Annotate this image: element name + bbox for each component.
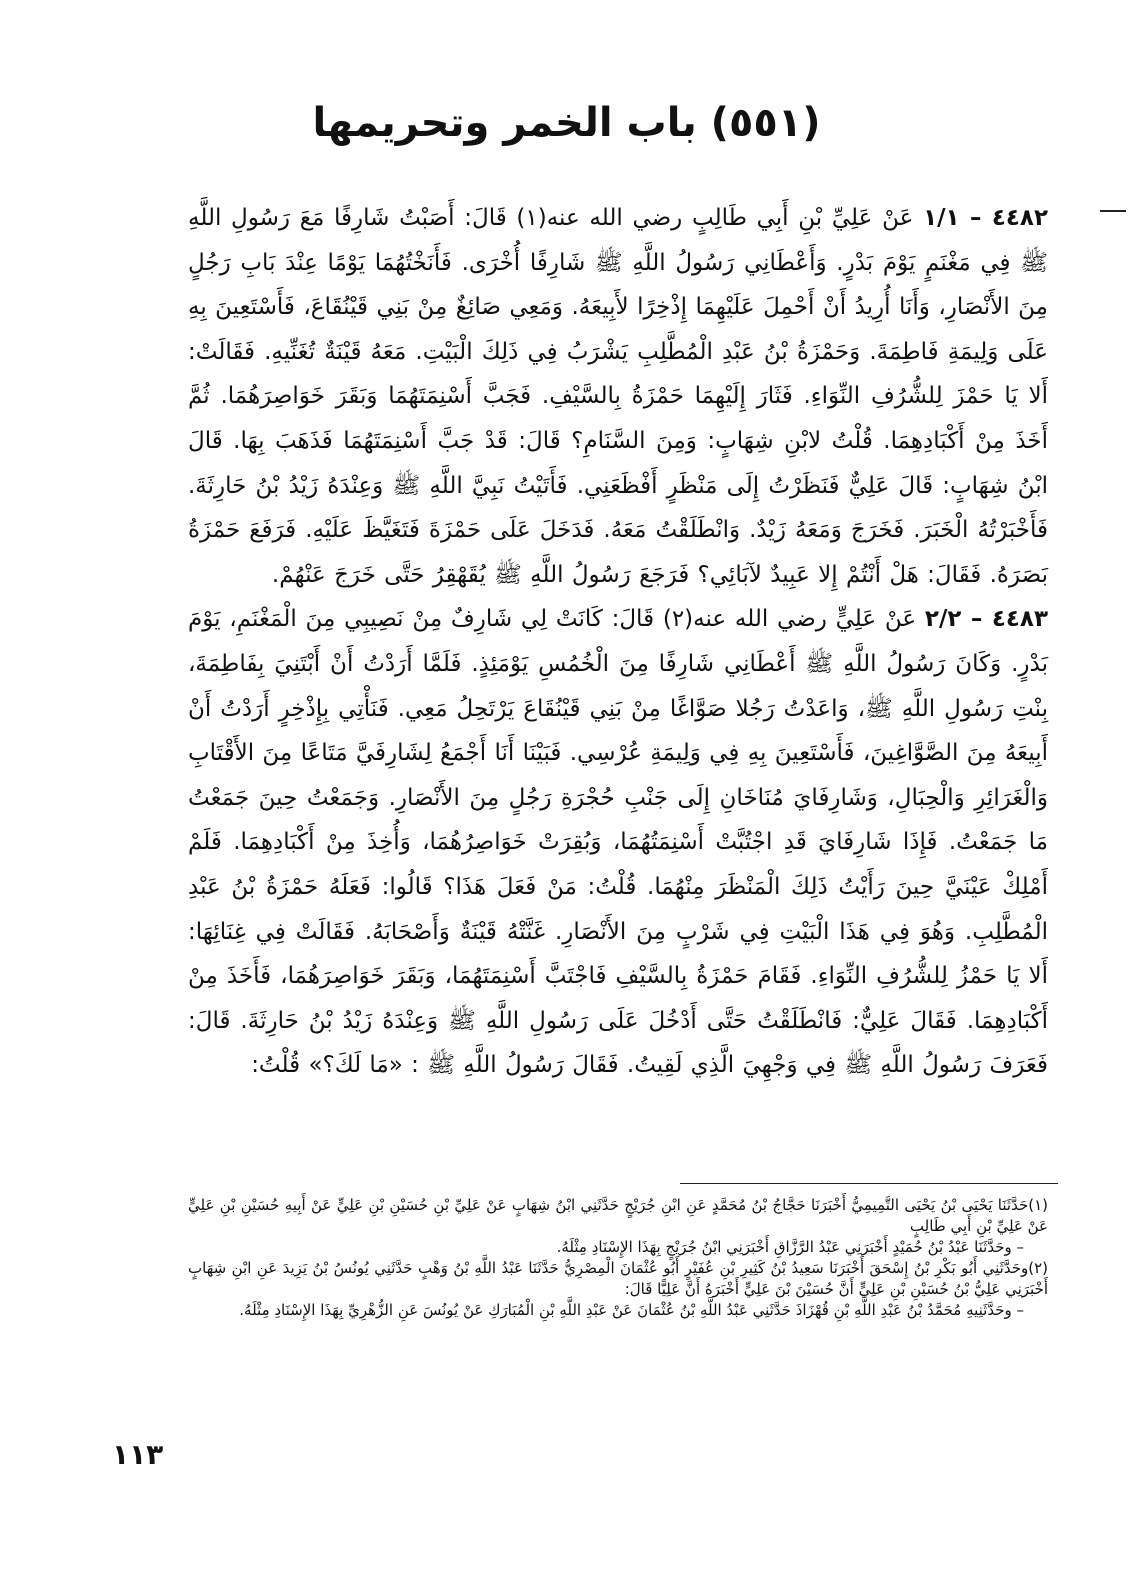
footnotes xyxy=(188,1195,1048,1321)
hadith-number: ٤٤٨٣ – ٢/٢ xyxy=(924,606,1049,633)
chapter-title: (٥٥١) باب الخمر وتحريمها xyxy=(312,100,821,146)
footnote-1: (١)حَدَّثَنَا يَحْيَى بْنُ يَحْيَى التَّمِيمِيُّ أَخْبَرَنَا حَجَّاجُ بْنُ مُحَمَّدٍ عَنِ ابْنِ جُرَيْجٍ حَدَّثَنِي ابْنُ شِهَابٍ عَنْ عَلِيِّ بْنِ حُسَيْنِ بْنِ عَلِيٍّ عَنْ أَبِيهِ حُسَيْنِ بْنِ عَلِيٍّ عَنْ عَلِيِّ بْنِ أَبِي طَالِبٍ xyxy=(188,1196,1048,1235)
footnote-2-continuation: – وحَدَّثَنِيهِ مُحَمَّدُ بْنُ عَبْدِ اللَّهِ بْنِ قُهْزَاذَ حَدَّثَنِي عَبْدُ اللَّهِ بْنُ عُثْمَانَ عَنْ عَبْدِ اللَّهِ بْنِ الْمُبَارَكِ عَنْ يُونُسَ عَنِ الزُّهْرِيِّ بِهَذَا الإِسْنَادِ مِثْلَهُ. xyxy=(239,1301,1024,1319)
margin-dash xyxy=(1100,210,1126,212)
hadith-4483 xyxy=(188,597,1048,1088)
page-number: ١١٣ xyxy=(112,1438,164,1471)
hadith-number: ٤٤٨٢ – ١/١ xyxy=(923,205,1049,231)
main-text xyxy=(188,196,1048,1088)
hadith-text: عَنْ عَلِيِّ بْنِ أَبِي طَالِبٍ رضي الله عنه(١) قَالَ: أَصَبْتُ شَارِفًا مَعَ رَسُولِ اللَّهِ ﷺ فِي مَغْنَمٍ يَوْمَ بَدْرٍ. وَأَعْطَانِي رَسُولُ اللَّهِ ﷺ شَارِفًا أُخْرَى. فَأَنَخْتُهُمَا يَوْمًا عِنْدَ بَابِ رَجُلٍ مِنَ الأَنْصَارِ، وَأَنَا أُرِيدُ أَنْ أَحْمِلَ عَلَيْهِمَا إِذْخِرًا لأَبِيعَهُ. وَمَعِي صَائِغٌ مِنْ بَنِي قَيْنُقَاعَ، فَأَسْتَعِينَ بِهِ عَلَى وَلِيمَةِ فَاطِمَةَ. وَحَمْزَةُ بْنُ عَبْدِ الْمُطَّلِبِ يَشْرَبُ فِي ذَلِكَ الْبَيْتِ. مَعَهُ قَيْنَةٌ تُغَنِّيهِ. فَقَالَتْ: أَلا يَا حَمْزَ لِلشُّرُفِ النِّوَاءِ. فَثَارَ إِلَيْهِمَا حَمْزَةُ بِالسَّيْفِ. فَجَبَّ أَسْنِمَتَهُمَا وَبَقَرَ خَوَاصِرَهُمَا. ثُمَّ أَخَذَ مِنْ أَكْبَادِهِمَا. قُلْتُ لابْنِ شِهَابٍ: وَمِنَ السَّنَامِ؟ قَالَ: قَدْ جَبَّ أَسْنِمَتَهُمَا فَذَهَبَ بِهَا. قَالَ ابْنُ شِهَابٍ: قَالَ عَلِيٌّ فَنَظَرْتُ إِلَى مَنْظَرٍ أَفْظَعَنِي. فَأَتَيْتُ نَبِيَّ اللَّهِ ﷺ وَعِنْدَهُ زَيْدُ بْنُ حَارِثَةَ. فَأَخْبَرْتُهُ الْخَبَرَ. فَخَرَجَ وَمَعَهُ زَيْدٌ. وَانْطَلَقْتُ مَعَهُ. فَدَخَلَ عَلَى حَمْزَةَ فَتَغَيَّظَ عَلَيْهِ. فَرَفَعَ حَمْزَةُ بَصَرَهُ. فَقَالَ: هَلْ أَنْتُمْ إِلا عَبِيدٌ لآبَائِي؟ فَرَجَعَ رَسُولُ اللَّهِ ﷺ يُقَهْقِرُ حَتَّى خَرَجَ عَنْهُمْ. xyxy=(188,205,1048,588)
footnote-separator xyxy=(680,1183,1058,1184)
hadith-4482 xyxy=(188,196,1048,597)
footnote-2: (٢)وحَدَّثَنِي أَبُو بَكْرِ بْنُ إِسْحَقَ أَخْبَرَنَا سَعِيدُ بْنُ كَثِيرِ بْنِ عُفَيْرٍ أَبُو عُثْمَانَ الْمِصْرِيُّ حَدَّثَنَا عَبْدُ اللَّهِ بْنُ وَهْبٍ حَدَّثَنِي يُونُسُ بْنُ يَزِيدَ عَنِ ابْنِ شِهَابٍ أَخْبَرَنِي عَلِيُّ بْنُ حُسَيْنِ بْنِ عَلِيٍّ أَنَّ حُسَيْنَ بْنَ عَلِيٍّ أَخْبَرَهُ أَنَّ عَلِيًّا قَالَ: xyxy=(188,1259,1048,1298)
hadith-text: عَنْ عَلِيٍّ رضي الله عنه(٢) قَالَ: كَانَتْ لِي شَارِفٌ مِنْ نَصِيبِي مِنَ الْمَغْنَمِ، يَوْمَ بَدْرٍ. وَكَانَ رَسُولُ اللَّهِ ﷺ أَعْطَانِي شَارِفًا مِنَ الْخُمُسِ يَوْمَئِذٍ. فَلَمَّا أَرَدْتُ أَنْ أَبْتَنِيَ بِفَاطِمَةَ، بِنْتِ رَسُولِ اللَّهِ ﷺ، وَاعَدْتُ رَجُلا صَوَّاغًا مِنْ بَنِي قَيْنُقَاعَ يَرْتَحِلُ مَعِي. فَنَأْتِي بِإِذْخِرٍ أَرَدْتُ أَنْ أَبِيعَهُ مِنَ الصَّوَّاغِينَ، فَأَسْتَعِينَ بِهِ فِي وَلِيمَةِ عُرْسِي. فَبَيْنَا أَنَا أَجْمَعُ لِشَارِفَيَّ مَتَاعًا مِنَ الأَقْتَابِ وَالْغَرَائِرِ وَالْحِبَالِ، وَشَارِفَايَ مُنَاخَانِ إِلَى جَنْبِ حُجْرَةِ رَجُلٍ مِنَ الأَنْصَارِ. وَجَمَعْتُ حِينَ جَمَعْتُ مَا جَمَعْتُ. فَإِذَا شَارِفَايَ قَدِ اجْتُبَّتْ أَسْنِمَتُهُمَا، وَبُقِرَتْ خَوَاصِرُهُمَا، وَأُخِذَ مِنْ أَكْبَادِهِمَا. فَلَمْ أَمْلِكْ عَيْنَيَّ حِينَ رَأَيْتُ ذَلِكَ الْمَنْظَرَ مِنْهُمَا. قُلْتُ: مَنْ فَعَلَ هَذَا؟ قَالُوا: فَعَلَهُ حَمْزَةُ بْنُ عَبْدِ الْمُطَّلِبِ. وَهُوَ فِي هَذَا الْبَيْتِ فِي شَرْبٍ مِنَ الأَنْصَارِ. غَنَّتْهُ قَيْنَةٌ وَأَصْحَابَهُ. فَقَالَتْ فِي غِنَائِهَا: أَلا يَا حَمْزُ لِلشُّرُفِ النِّوَاءِ. فَقَامَ حَمْزَةُ بِالسَّيْفِ فَاجْتَبَّ أَسْنِمَتَهُمَا، وَبَقَرَ خَوَاصِرَهُمَا، فَأَخَذَ مِنْ أَكْبَادِهِمَا. فَقَالَ عَلِيٌّ: فَانْطَلَقْتُ حَتَّى أَدْخُلَ عَلَى رَسُولِ اللَّهِ ﷺ وَعِنْدَهُ زَيْدُ بْنُ حَارِثَةَ. قَالَ: فَعَرَفَ رَسُولُ اللَّهِ ﷺ فِي وَجْهِيَ الَّذِي لَقِيتُ. فَقَالَ رَسُولُ اللَّهِ ﷺ : «مَا لَكَ؟» قُلْتُ: xyxy=(188,606,1048,1079)
footnote-1-continuation: – وحَدَّثَنَا عَبْدُ بْنُ حُمَيْدٍ أَخْبَرَنِي عَبْدُ الرَّزَّاقِ أَخْبَرَنِي ابْنُ جُرَيْجٍ بِهَذَا الإِسْنَادِ مِثْلَهُ. xyxy=(556,1238,1024,1256)
